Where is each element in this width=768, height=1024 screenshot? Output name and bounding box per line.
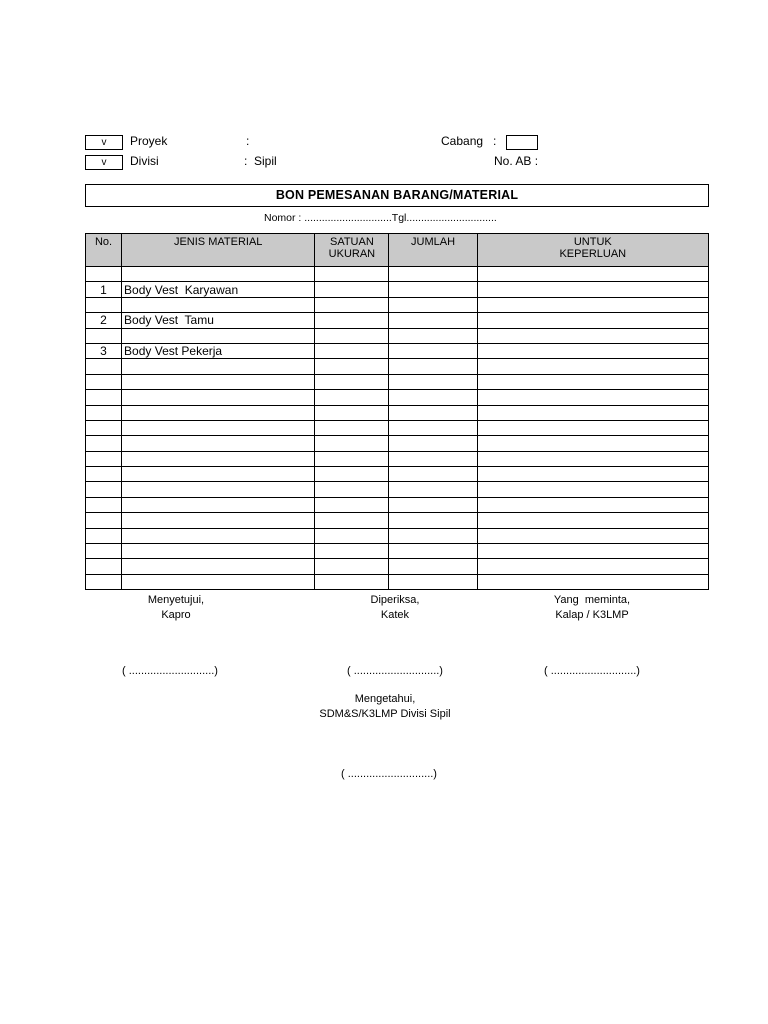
cell-jumlah[interactable]	[389, 420, 477, 435]
nomor-tgl-line: Nomor : ..............................Tgl...............................	[264, 212, 497, 224]
col-header-satuan: SATUAN UKURAN	[315, 234, 389, 267]
cell-keperluan[interactable]	[477, 482, 708, 497]
cell-material[interactable]	[122, 513, 315, 528]
cell-jumlah[interactable]	[389, 467, 477, 482]
cell-material[interactable]	[122, 528, 315, 543]
table-row	[86, 451, 709, 466]
cell-material[interactable]	[122, 420, 315, 435]
menyetujui-label: Menyetujui,	[147, 594, 205, 606]
cell-keperluan[interactable]	[477, 374, 708, 389]
table-row	[86, 328, 709, 343]
mengetahui-block	[285, 692, 485, 722]
cell-no[interactable]	[86, 528, 122, 543]
cell-material[interactable]	[122, 405, 315, 420]
sign-line-kapro[interactable]: ( ............................)	[122, 665, 218, 677]
cell-satuan[interactable]	[315, 544, 389, 559]
cell-no[interactable]	[86, 574, 122, 589]
cell-jumlah[interactable]	[389, 513, 477, 528]
cell-material[interactable]	[122, 559, 315, 574]
table-row	[86, 436, 709, 451]
table-row	[86, 497, 709, 512]
cell-jumlah[interactable]	[389, 374, 477, 389]
diperiksa-block	[325, 593, 465, 623]
cell-no[interactable]	[86, 374, 122, 389]
cell-jumlah[interactable]	[389, 359, 477, 374]
table-row	[86, 390, 709, 405]
cell-material[interactable]	[122, 497, 315, 512]
cell-jumlah[interactable]	[389, 282, 477, 297]
table-row	[86, 467, 709, 482]
no-ab-label: No. AB :	[494, 154, 539, 168]
sign-line-kalap[interactable]: ( ............................)	[544, 665, 640, 677]
col-header-jumlah: JUMLAH	[389, 234, 477, 267]
cell-satuan[interactable]	[315, 467, 389, 482]
cell-material[interactable]: Body Vest Karyawan	[122, 282, 315, 297]
divisi-label: Divisi	[130, 154, 159, 168]
cell-satuan[interactable]	[315, 436, 389, 451]
cell-material[interactable]: Body Vest Pekerja	[122, 343, 315, 358]
cell-material[interactable]: Body Vest Tamu	[122, 313, 315, 328]
cell-jumlah[interactable]	[389, 313, 477, 328]
cell-no[interactable]	[86, 451, 122, 466]
cell-satuan[interactable]	[315, 420, 389, 435]
cell-no[interactable]: 2	[86, 313, 122, 328]
cell-jumlah[interactable]	[389, 497, 477, 512]
cell-satuan[interactable]	[315, 482, 389, 497]
cell-material[interactable]	[122, 359, 315, 374]
cell-material[interactable]	[122, 297, 315, 312]
cell-no[interactable]	[86, 390, 122, 405]
cell-keperluan[interactable]	[477, 528, 708, 543]
cell-satuan[interactable]	[315, 513, 389, 528]
cell-no[interactable]	[86, 559, 122, 574]
cell-jumlah[interactable]	[389, 297, 477, 312]
cell-keperluan[interactable]	[477, 282, 708, 297]
cell-material[interactable]	[122, 374, 315, 389]
cell-material[interactable]	[122, 467, 315, 482]
cell-no[interactable]	[86, 513, 122, 528]
cell-no[interactable]	[86, 436, 122, 451]
cabang-field[interactable]	[506, 135, 538, 150]
cell-satuan[interactable]	[315, 559, 389, 574]
proyek-colon: :	[246, 134, 250, 148]
cell-keperluan[interactable]	[477, 405, 708, 420]
cell-satuan[interactable]	[315, 374, 389, 389]
cell-jumlah[interactable]	[389, 528, 477, 543]
table-row	[86, 359, 709, 374]
cell-satuan[interactable]	[315, 297, 389, 312]
cell-jumlah[interactable]	[389, 267, 477, 282]
cell-no[interactable]: 1	[86, 282, 122, 297]
cell-keperluan[interactable]	[477, 436, 708, 451]
table-row	[86, 313, 709, 328]
cell-no[interactable]	[86, 405, 122, 420]
table-row	[86, 405, 709, 420]
cabang-label: Cabang :	[441, 134, 497, 148]
cell-keperluan[interactable]	[477, 313, 708, 328]
table-row	[86, 559, 709, 574]
cell-keperluan[interactable]	[477, 467, 708, 482]
cell-keperluan[interactable]	[477, 267, 708, 282]
cell-satuan[interactable]	[315, 359, 389, 374]
table-row	[86, 482, 709, 497]
cell-jumlah[interactable]	[389, 574, 477, 589]
cell-satuan[interactable]	[315, 313, 389, 328]
cell-no[interactable]	[86, 467, 122, 482]
form-title: BON PEMESANAN BARANG/MATERIAL	[85, 184, 709, 207]
menyetujui-role: Kapro	[161, 609, 191, 621]
table-row	[86, 282, 709, 297]
cell-keperluan[interactable]	[477, 513, 708, 528]
table-row	[86, 420, 709, 435]
table-row	[86, 374, 709, 389]
cell-material[interactable]	[122, 328, 315, 343]
cell-jumlah[interactable]	[389, 451, 477, 466]
cell-jumlah[interactable]	[389, 436, 477, 451]
cell-jumlah[interactable]	[389, 390, 477, 405]
cell-satuan[interactable]	[315, 451, 389, 466]
material-table	[85, 233, 709, 590]
cell-satuan[interactable]	[315, 497, 389, 512]
cell-satuan[interactable]	[315, 405, 389, 420]
table-row	[86, 528, 709, 543]
cell-satuan[interactable]	[315, 390, 389, 405]
cell-keperluan[interactable]	[477, 574, 708, 589]
cell-satuan[interactable]	[315, 343, 389, 358]
cell-jumlah[interactable]	[389, 544, 477, 559]
cell-keperluan[interactable]	[477, 497, 708, 512]
diperiksa-label: Diperiksa,	[370, 594, 420, 606]
cell-material[interactable]	[122, 482, 315, 497]
mengetahui-role: SDM&S/K3LMP Divisi Sipil	[319, 708, 451, 720]
meminta-label: Yang meminta,	[553, 594, 631, 606]
col-header-material: JENIS MATERIAL	[122, 234, 315, 267]
col-header-untuk: UNTUK KEPERLUAN	[477, 234, 708, 267]
cell-no[interactable]	[86, 482, 122, 497]
cell-no[interactable]	[86, 359, 122, 374]
table-row	[86, 297, 709, 312]
cell-no[interactable]: 3	[86, 343, 122, 358]
cell-jumlah[interactable]	[389, 482, 477, 497]
cell-jumlah[interactable]	[389, 328, 477, 343]
cell-keperluan[interactable]	[477, 359, 708, 374]
diperiksa-role: Katek	[380, 609, 410, 621]
meminta-block	[512, 593, 672, 623]
cell-material[interactable]	[122, 451, 315, 466]
table-row	[86, 574, 709, 589]
cell-keperluan[interactable]	[477, 343, 708, 358]
table-row	[86, 267, 709, 282]
sign-line-katek[interactable]: ( ............................)	[347, 665, 443, 677]
cell-material[interactable]	[122, 544, 315, 559]
cell-material[interactable]	[122, 390, 315, 405]
menyetujui-block	[106, 593, 246, 623]
cell-material[interactable]	[122, 267, 315, 282]
cell-satuan[interactable]	[315, 528, 389, 543]
proyek-checkbox[interactable]: v	[85, 135, 123, 150]
cell-jumlah[interactable]	[389, 559, 477, 574]
cell-keperluan[interactable]	[477, 451, 708, 466]
cell-no[interactable]	[86, 328, 122, 343]
divisi-value: : Sipil	[244, 154, 277, 168]
cell-no[interactable]	[86, 420, 122, 435]
table-row	[86, 343, 709, 358]
proyek-label: Proyek	[130, 134, 168, 148]
col-header-no: No.	[86, 234, 122, 267]
cell-no[interactable]	[86, 497, 122, 512]
cell-satuan[interactable]	[315, 328, 389, 343]
divisi-checkbox[interactable]: v	[85, 155, 123, 170]
cell-satuan[interactable]	[315, 282, 389, 297]
cell-no[interactable]	[86, 297, 122, 312]
cell-material[interactable]	[122, 574, 315, 589]
cell-keperluan[interactable]	[477, 390, 708, 405]
cell-jumlah[interactable]	[389, 343, 477, 358]
table-body	[86, 267, 709, 590]
cell-keperluan[interactable]	[477, 559, 708, 574]
cell-satuan[interactable]	[315, 574, 389, 589]
meminta-role: Kalap / K3LMP	[555, 609, 629, 621]
cell-satuan[interactable]	[315, 267, 389, 282]
table-header-row	[86, 234, 709, 267]
cell-no[interactable]	[86, 267, 122, 282]
cell-keperluan[interactable]	[477, 420, 708, 435]
cell-keperluan[interactable]	[477, 297, 708, 312]
table-row	[86, 513, 709, 528]
mengetahui-label: Mengetahui,	[354, 693, 416, 705]
cell-material[interactable]	[122, 436, 315, 451]
cell-keperluan[interactable]	[477, 328, 708, 343]
cell-keperluan[interactable]	[477, 544, 708, 559]
table-row	[86, 544, 709, 559]
cell-no[interactable]	[86, 544, 122, 559]
sign-line-sdm[interactable]: ( ............................)	[341, 768, 437, 780]
cell-jumlah[interactable]	[389, 405, 477, 420]
